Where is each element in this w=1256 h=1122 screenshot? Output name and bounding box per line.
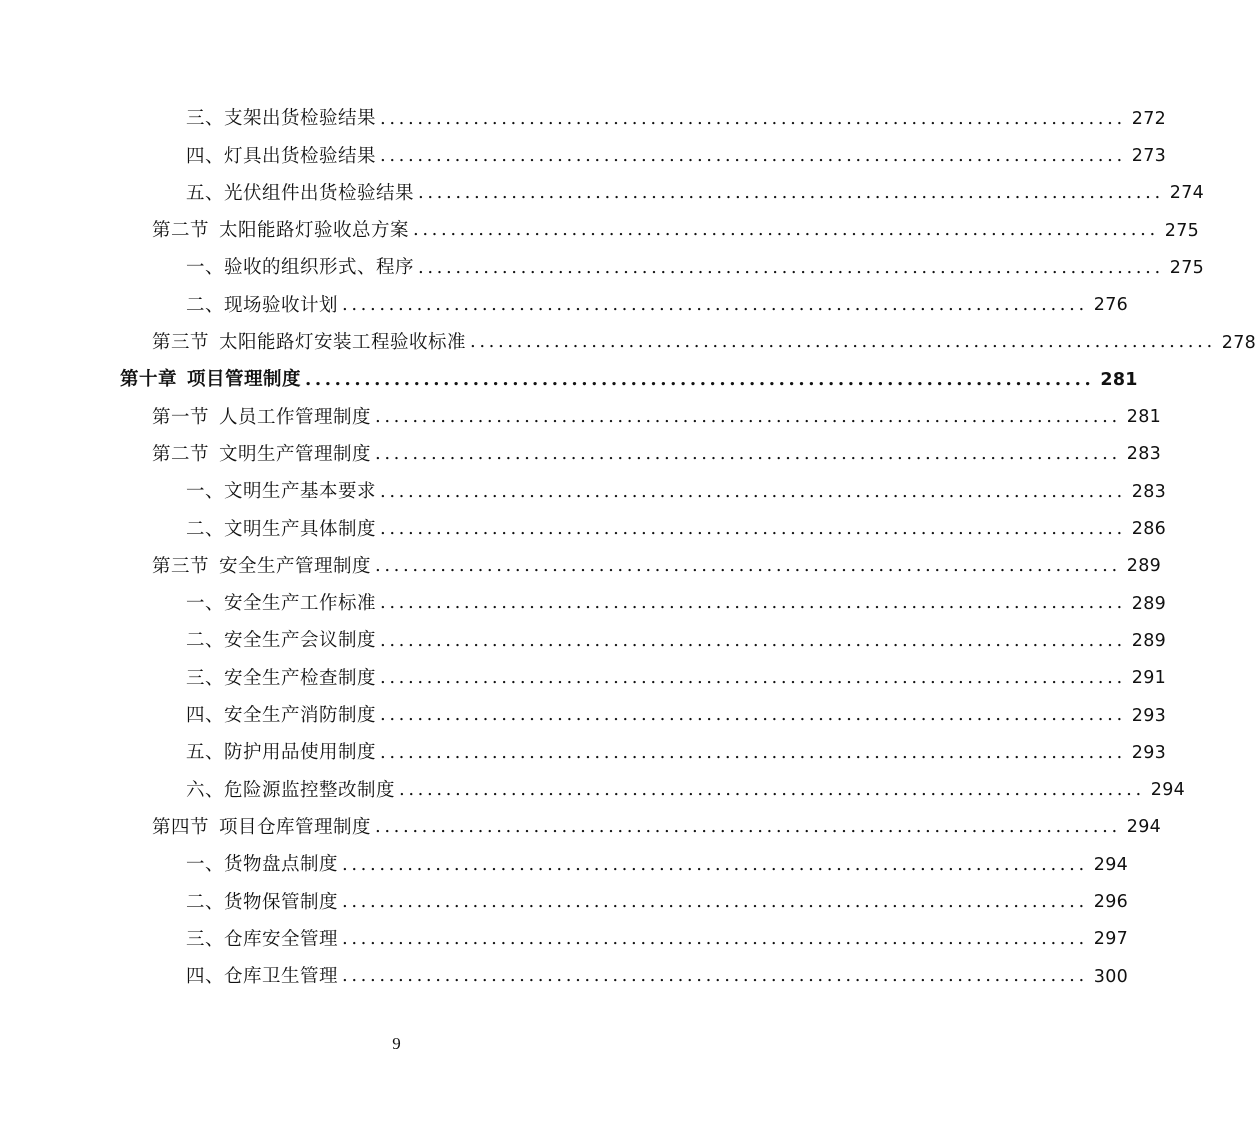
toc-entry-text: 防护用品使用制度 <box>224 742 377 764</box>
toc-entry[interactable] <box>186 772 1186 809</box>
toc-entry-title <box>186 744 376 763</box>
toc-entry-text: 安全生产消防制度 <box>224 705 377 727</box>
toc-entry-text: 货物保管制度 <box>224 891 339 913</box>
toc-entry-prefix: 四、 <box>186 705 225 727</box>
toc-entry-page: 275 <box>1164 220 1200 241</box>
toc-dot-leader: ................................................................................ <box>342 294 1088 315</box>
toc-entry-text: 人员工作管理制度 <box>219 406 372 428</box>
toc-entry-title <box>186 928 339 950</box>
toc-dot-leader: ................................................................................ <box>342 890 1088 912</box>
toc-entry-page: 294 <box>1150 780 1186 801</box>
toc-entry[interactable] <box>186 474 1167 511</box>
toc-entry[interactable] <box>186 735 1167 772</box>
toc-entry-page: 291 <box>1131 668 1167 689</box>
toc-entry-prefix: 四、 <box>186 966 225 988</box>
toc-entry-prefix: 二、 <box>186 891 225 913</box>
toc-entry-prefix: 第三节 <box>152 555 210 577</box>
toc-dot-leader: ................................................................................ <box>470 331 1216 353</box>
toc-entry-text: 仓库卫生管理 <box>224 966 339 988</box>
toc-entry-title <box>186 667 377 689</box>
toc-entry[interactable] <box>152 437 1162 474</box>
toc-entry-page: 293 <box>1131 705 1167 726</box>
toc-entry-title <box>186 891 339 913</box>
toc-dot-leader: ................................................................................ <box>380 667 1126 688</box>
toc-entry-title <box>186 632 376 651</box>
toc-entry-prefix: 三、 <box>186 108 225 130</box>
toc-entry-title <box>186 182 415 204</box>
toc-entry[interactable] <box>186 847 1129 884</box>
toc-entry[interactable] <box>186 586 1167 623</box>
toc-entry[interactable] <box>186 511 1167 548</box>
toc-dot-leader: ................................................................................ <box>342 965 1088 987</box>
toc-entry[interactable] <box>120 362 1138 399</box>
toc-dot-leader: ................................................................................ <box>380 629 1126 651</box>
toc-dot-leader: ................................................................................ <box>380 517 1126 539</box>
toc-entry-page: 296 <box>1093 892 1129 913</box>
toc-entry-text: 仓库安全管理 <box>224 928 339 950</box>
toc-entry[interactable] <box>186 101 1167 138</box>
toc-entry-text: 太阳能路灯安装工程验收标准 <box>219 332 467 354</box>
toc-entry-prefix: 一、 <box>186 481 225 503</box>
toc-entry-title <box>186 483 376 502</box>
toc-entry-title <box>152 816 372 838</box>
toc-dot-leader: ................................................................................ <box>380 704 1126 726</box>
toc-dot-leader: ................................................................................ <box>380 144 1126 166</box>
toc-entry-prefix: 四、 <box>186 145 225 167</box>
toc-entry-text: 货物盘点制度 <box>224 854 339 876</box>
toc-dot-leader: ................................................................................ <box>375 405 1121 427</box>
toc-entry-prefix: 第三节 <box>152 332 210 354</box>
toc-entry-prefix: 二、 <box>186 630 225 652</box>
toc-entry-page: 289 <box>1131 630 1167 651</box>
toc-entry-title <box>186 518 377 540</box>
toc-entry-title <box>152 406 372 428</box>
toc-entry-title <box>120 371 301 390</box>
toc-entry-title <box>152 555 372 577</box>
toc-entry[interactable] <box>186 698 1167 735</box>
toc-entry-page: 275 <box>1169 257 1205 278</box>
toc-entry-text: 灯具出货检验结果 <box>224 145 377 167</box>
toc-entry-title <box>186 294 339 316</box>
toc-entry-text: 光伏组件出货检验结果 <box>224 182 415 204</box>
toc-entry-page: 278 <box>1221 332 1256 353</box>
toc-entry-page: 274 <box>1169 183 1205 204</box>
toc-entry-prefix: 一、 <box>186 854 225 876</box>
toc-entry-text: 危险源监控整改制度 <box>224 779 396 801</box>
toc-entry-prefix: 第四节 <box>152 816 210 838</box>
toc-entry-prefix: 第十章 <box>120 369 178 391</box>
toc-entry-page: 293 <box>1131 742 1167 763</box>
toc-entry[interactable] <box>186 922 1129 959</box>
toc-dot-leader: ................................................................................ <box>305 368 1095 390</box>
toc-entry-page: 286 <box>1131 519 1167 540</box>
toc-entry-text: 支架出货检验结果 <box>224 108 377 130</box>
toc-entry[interactable] <box>186 250 1205 287</box>
toc-entry-text: 文明生产基本要求 <box>224 481 377 503</box>
toc-entry-prefix: 一、 <box>186 593 225 615</box>
toc-dot-leader: ................................................................................ <box>380 592 1126 614</box>
toc-entry-page: 273 <box>1131 146 1167 167</box>
toc-entry-prefix: 五、 <box>186 742 225 764</box>
toc-entry-text: 文明生产具体制度 <box>224 518 377 540</box>
toc-entry-page: 272 <box>1131 108 1167 129</box>
toc-entry[interactable] <box>186 623 1167 660</box>
toc-entry-prefix: 第二节 <box>152 443 210 465</box>
toc-entry-title <box>186 856 338 875</box>
page-number: 9 <box>392 1034 401 1053</box>
toc-entry-prefix: 六、 <box>186 779 225 801</box>
toc-entry-text: 文明生产管理制度 <box>219 443 372 465</box>
toc-dot-leader: ................................................................................ <box>399 778 1145 800</box>
toc-entry-page: 294 <box>1093 854 1129 875</box>
toc-entry-prefix: 二、 <box>186 518 225 540</box>
toc-entry-page: 297 <box>1093 929 1129 950</box>
toc-dot-leader: ................................................................................ <box>380 480 1126 502</box>
toc-entry-text: 安全生产管理制度 <box>219 555 372 577</box>
toc-entry-page: 281 <box>1126 407 1162 428</box>
toc-dot-leader: ................................................................................ <box>380 741 1126 763</box>
toc-entry-prefix: 三、 <box>186 667 225 689</box>
toc-entry-page: 283 <box>1131 481 1167 502</box>
toc-entry[interactable] <box>152 213 1200 250</box>
toc-entry-text: 现场验收计划 <box>224 294 339 316</box>
toc-entry-text: 安全生产检查制度 <box>224 667 377 689</box>
toc-dot-leader: ................................................................................ <box>342 853 1088 875</box>
toc-entry-title <box>186 707 376 726</box>
toc-dot-leader: ................................................................................ <box>375 443 1121 465</box>
toc-dot-leader: ................................................................................ <box>380 107 1126 129</box>
toc-dot-leader: ................................................................................ <box>342 928 1088 950</box>
toc-entry-title <box>186 145 377 167</box>
toc-entry-text: 验收的组织形式、程序 <box>224 257 415 279</box>
toc-entry[interactable] <box>152 325 1256 362</box>
toc-entry[interactable] <box>186 884 1129 921</box>
toc-entry-prefix: 一、 <box>186 257 225 279</box>
toc-entry-page: 289 <box>1131 593 1167 614</box>
toc-entry-title <box>186 968 338 987</box>
toc-entry[interactable] <box>186 288 1129 325</box>
toc-entry-prefix: 五、 <box>186 182 225 204</box>
toc-entry[interactable] <box>152 399 1162 436</box>
toc-entry-page: 300 <box>1093 966 1129 987</box>
toc-dot-leader: ................................................................................ <box>418 256 1164 278</box>
toc-entry-title <box>152 222 409 241</box>
toc-entry[interactable] <box>186 661 1167 698</box>
toc-entry-title <box>152 443 372 465</box>
toc-entry-title <box>186 259 414 278</box>
toc-entry[interactable] <box>186 176 1205 213</box>
toc-entry-text: 安全生产工作标准 <box>224 593 377 615</box>
toc-entry-page: 283 <box>1126 444 1162 465</box>
toc-entry-title <box>186 110 376 129</box>
toc-entry[interactable] <box>152 810 1162 847</box>
toc-entry-page: 281 <box>1100 369 1138 390</box>
toc-entry-title <box>186 779 396 801</box>
toc-entry-prefix: 第一节 <box>152 406 210 428</box>
toc-entry-text: 太阳能路灯验收总方案 <box>219 220 410 242</box>
toc-dot-leader: ................................................................................ <box>375 816 1121 838</box>
toc-entry[interactable] <box>152 549 1162 586</box>
toc-entry[interactable] <box>186 138 1167 175</box>
toc-entry-page: 276 <box>1093 295 1129 316</box>
toc-entry-title <box>186 595 376 614</box>
toc-entry-text: 项目仓库管理制度 <box>219 816 372 838</box>
toc-entry-page: 289 <box>1126 556 1162 577</box>
toc-entry-prefix: 第二节 <box>152 220 210 242</box>
toc-entry-title <box>152 334 466 353</box>
toc-entry-prefix: 三、 <box>186 928 225 950</box>
toc-entry-text: 项目管理制度 <box>187 369 302 391</box>
toc-entry-text: 安全生产会议制度 <box>224 630 377 652</box>
toc-entry[interactable] <box>186 959 1129 996</box>
toc-dot-leader: ................................................................................ <box>413 219 1159 241</box>
toc-entry-prefix: 二、 <box>186 294 225 316</box>
toc-entry-page: 294 <box>1126 817 1162 838</box>
toc-dot-leader: ................................................................................ <box>375 555 1121 577</box>
toc-dot-leader: ................................................................................ <box>418 182 1164 204</box>
